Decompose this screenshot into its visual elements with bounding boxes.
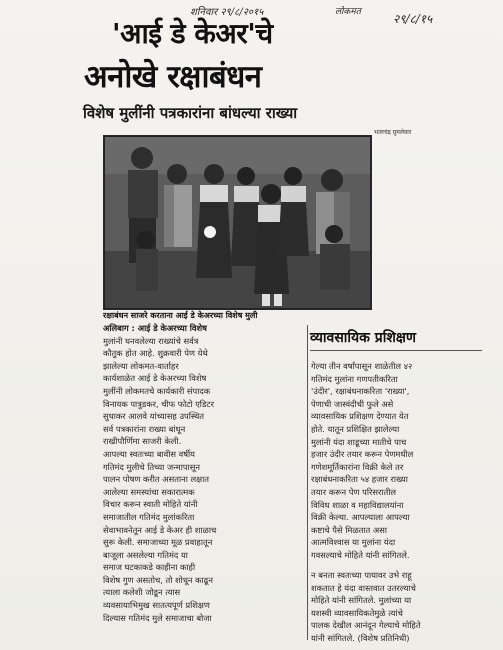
group-photo-illustration: [104, 136, 371, 309]
text-line: बाजूला असलेल्या गतिमंद या: [103, 549, 188, 560]
text-line: राखीपौर्णिमा साजरी केली.: [103, 436, 182, 447]
text-line: सुधाकर आलवे यांच्यासह उपस्थित: [103, 411, 204, 422]
text-line: पेणाची जास्वंदीची फुले असे: [311, 398, 394, 409]
text-line: गवसल्याचे मोहिते यांनी सांगितले.: [311, 549, 410, 560]
text-line: आत्मविश्वास या मुलांना यंदा: [311, 537, 396, 548]
text-line: त्याला कलेशी जोडून त्यास: [103, 587, 181, 598]
article-right-paragraph-2: [311, 569, 483, 645]
text-line: गतिमंद मुलीचे तिच्या जन्मापासून: [103, 461, 200, 472]
text-line: मुलींनी लोकमतचे कार्यकारी संपादक: [103, 385, 211, 396]
text-line: पालन पोषण करीत असताना लक्षात: [103, 474, 209, 485]
text-line: अलिबाग : आई डे केअरच्या विशेष: [103, 323, 207, 333]
text-line: यांनी सांगितले. (विशेष प्रतिनिधी): [311, 632, 410, 643]
text-line: कष्टाचे पैसे मिळतात असा: [311, 524, 387, 535]
text-line: कार्यशाळेत आई डे केअरच्या विशेष: [103, 373, 207, 384]
text-line: पालक देखील आनंदून गेल्याचे मोहिते: [311, 620, 421, 631]
headline-line-1: 'आई डे केअर'चे: [112, 17, 273, 50]
text-line: गेल्या तीन वर्षांपासून शाळेतील ४२: [311, 361, 413, 371]
handwritten-date: २९/८/१५: [393, 12, 433, 26]
text-line: गणेशमूर्तिकारांना विक्री केले तर: [311, 461, 404, 472]
text-line: आपल्या स्वतःच्या बावीस वर्षीय: [103, 448, 195, 459]
text-line: झालेल्या लोकमत-वार्ताहर: [103, 360, 179, 371]
section-rule: [310, 350, 482, 351]
article-column-right-continued: [311, 569, 483, 645]
photo-credit: भालचंद्र घुमलेवार: [374, 129, 412, 136]
text-line: विशेष गुण असतोच, तो शोधून काढून: [103, 574, 213, 585]
text-line: समाज घटकाकडे काहीना काही: [103, 562, 196, 573]
section-heading: व्यावसायिक प्रशिक्षण: [310, 330, 417, 346]
subheadline: विशेष मुलींनी पत्रकारांना बांधल्या राख्या: [83, 104, 298, 122]
article-left-paragraph-1: [103, 322, 304, 448]
text-line: न बनता स्वतःच्या पायावर उभे राहू: [311, 570, 412, 580]
article-column-right: [311, 360, 483, 562]
text-line: सेवाभावनेतून आई डे केअर ही शाळाच: [103, 524, 217, 535]
text-line: विचार करून स्वाती मोहिते यांनी: [103, 499, 198, 510]
column-divider: [307, 325, 308, 640]
text-line: हजार उंदीर तयार करून पेणमधील: [311, 449, 414, 460]
text-line: यशस्वी व्यावसायिकतेमुळे त्यांचे: [311, 607, 403, 618]
handwritten-day-date: शनिवार २९/८/२०१५: [190, 7, 264, 18]
text-line: आलेल्या समस्यांचा सकारात्मक: [103, 486, 195, 497]
text-line: व्यावसायिक प्रशिक्षण देण्यात येत: [311, 411, 409, 422]
handwritten-paper-name: लोकमत: [335, 7, 361, 17]
text-line: मोहिते यांनी सांगितले. मुलांच्या या: [311, 595, 412, 606]
text-line: विविध शाळा व महाविद्यालयांना: [311, 499, 404, 510]
text-line: तयार करून पेण परिसरातील: [311, 486, 397, 497]
text-line: मुलांनी घनवलेल्या राख्यांचे सर्वत्र: [103, 335, 199, 346]
text-line: 'उंदीर', रक्षाबंधनाकरिता 'राख्या',: [311, 386, 410, 397]
text-line: कौतुक होत आहे. शुक्रवारी पेण येथे: [103, 348, 208, 359]
article-left-paragraph-2: [103, 448, 304, 624]
headline-line-2: अनोखे रक्षाबंधन: [84, 59, 262, 95]
text-line: रक्षाबंधनाकरिता ५४ हजार राख्या: [311, 474, 408, 485]
text-line: समाजातील गतिमंद मुलांकरिता: [103, 511, 195, 522]
text-line: दिल्यास गतिमंद मुले समाजाचा बोजा: [103, 612, 212, 623]
text-line: व्यवसायाभिमुख सातत्यपूर्ण प्रशिक्षण: [103, 600, 210, 611]
group-photo: [103, 135, 372, 310]
text-line: शकतात हे यंदा वास्तवात उतरल्याचे: [311, 582, 416, 593]
article-right-paragraph-1: [311, 360, 483, 562]
text-line: गतिमंद मुलांना गणपतीकरिता: [311, 373, 398, 384]
text-line: विनायक पात्रुडकर, चीफ फोटो एडिटर: [103, 398, 214, 409]
text-line: सर्व पत्रकारांना राख्या बांधून: [103, 423, 186, 434]
text-line: विक्री केल्या. आपल्याला आपल्या: [311, 512, 410, 523]
photo-caption: रक्षाबंधन साजरे करताना आई डे केअरच्या विशेष मुली: [103, 311, 258, 320]
article-column-left: [103, 322, 304, 624]
text-line: सुरू केली. समाजाच्या मूळ प्रवाहातून: [103, 537, 213, 548]
text-line: होते. यातून प्रशिक्षित झालेल्या: [311, 423, 400, 434]
text-line: मुलांनी यंदा शाडूच्या मातीचे पाच: [311, 436, 407, 447]
